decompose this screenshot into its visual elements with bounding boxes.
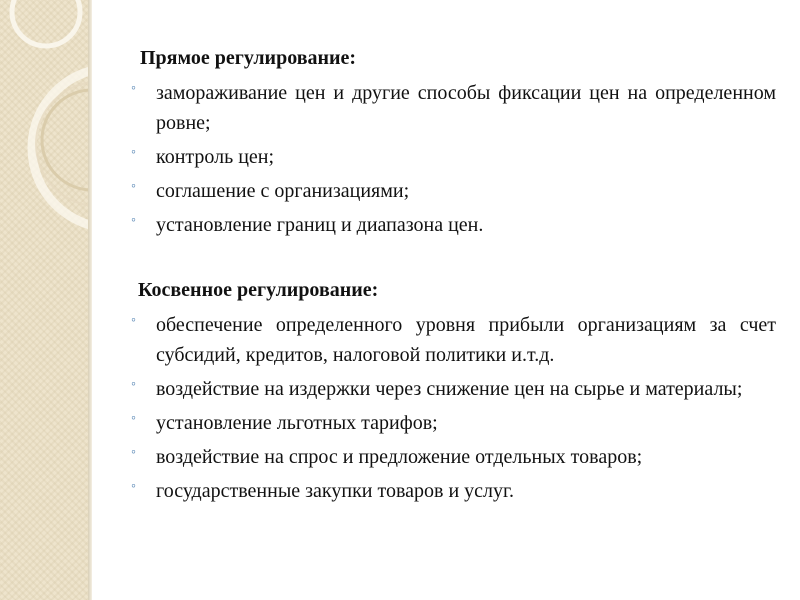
bullet-icon: ◦ xyxy=(131,213,136,228)
bullet-icon: ◦ xyxy=(131,377,136,392)
bullet-icon: ◦ xyxy=(131,179,136,194)
direct-regulation-heading: Прямое регулирование: xyxy=(140,47,357,69)
list-item-text: государственные закупки товаров и услуг. xyxy=(156,480,514,502)
list-item xyxy=(126,210,776,240)
list-item-text: замораживание цен и другие способы фиксации цен на определенном ровне; xyxy=(156,82,776,134)
bullet-icon: ◦ xyxy=(131,411,136,426)
list-item-text: установление границ и диапазона цен. xyxy=(156,214,484,236)
list-item-text: установление льготных тарифов; xyxy=(156,412,438,434)
bullet-icon: ◦ xyxy=(131,445,136,460)
bullet-icon: ◦ xyxy=(131,145,136,160)
slide-content xyxy=(126,44,776,510)
list-item xyxy=(126,374,776,404)
decorative-side-panel xyxy=(0,0,88,600)
list-item xyxy=(126,442,776,472)
side-panel-edge xyxy=(88,0,92,600)
list-item xyxy=(126,78,776,138)
indirect-regulation-list xyxy=(126,310,776,506)
bullet-icon: ◦ xyxy=(131,313,136,328)
bullet-icon: ◦ xyxy=(131,81,136,96)
direct-regulation-list xyxy=(126,78,776,240)
list-item xyxy=(126,310,776,370)
list-item-text: контроль цен; xyxy=(156,146,275,168)
section-spacer xyxy=(126,244,776,276)
indirect-regulation-heading: Косвенное регулирование: xyxy=(138,279,379,301)
list-item xyxy=(126,408,776,438)
list-item-text: обеспечение определенного уровня прибыли организациям за счет субсидий, кредитов, налоговой политики и.т.д. xyxy=(156,314,776,366)
list-item-text: воздействие на издержки через снижение цен на сырье и материалы; xyxy=(156,378,743,400)
list-item xyxy=(126,176,776,206)
decorative-circles-graphic xyxy=(0,0,88,600)
list-item-text: воздействие на спрос и предложение отдельных товаров; xyxy=(156,446,643,468)
list-item xyxy=(126,476,776,506)
bullet-icon: ◦ xyxy=(131,479,136,494)
list-item-text: соглашение с организациями; xyxy=(156,180,410,202)
list-item xyxy=(126,142,776,172)
